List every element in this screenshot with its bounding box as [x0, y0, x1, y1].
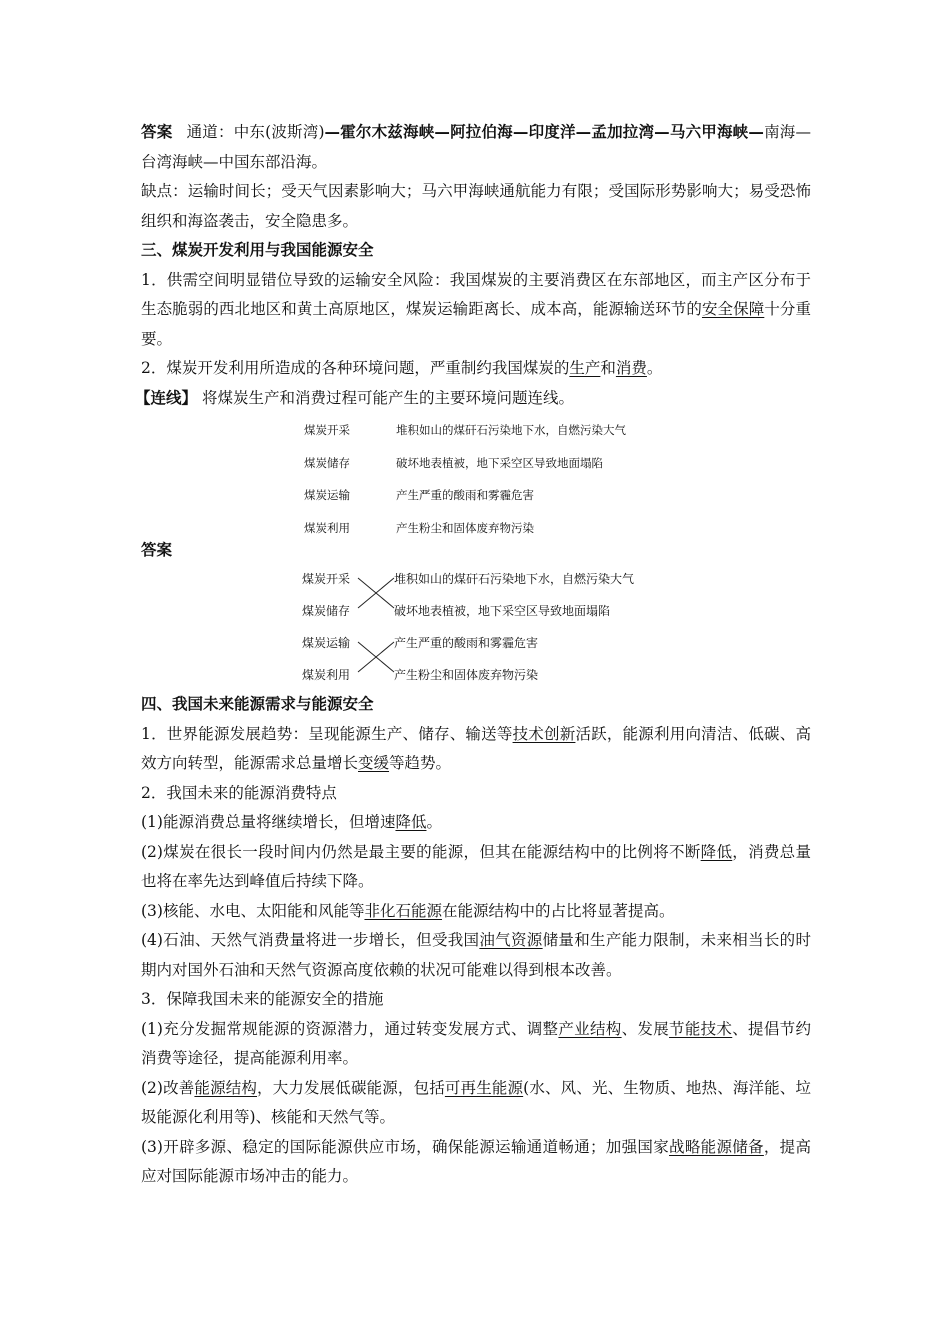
section3-item2: [141, 354, 811, 384]
s4-p7: 3．保障我国未来的能源安全的措施: [141, 990, 384, 1008]
s4-p8-u1: 产业结构: [558, 1019, 622, 1038]
s4-p3-b: 。: [426, 813, 442, 831]
s4-p1-u2: 变缓: [358, 754, 390, 772]
link-tag: 【连线】: [135, 388, 198, 407]
answer-right-3: 产生严重的酸雨和雾霾危害: [394, 636, 539, 650]
s4-p6-u: 油气资源: [479, 931, 543, 949]
s4-p9-c: (水、风、光、生物质、地热、海洋能、垃圾能源化利用等)、核能和天然气等。: [141, 1078, 811, 1126]
s4-p10-b: ，提高应对国际能源市场冲击的能力。: [141, 1137, 811, 1185]
section3-item1: [141, 266, 811, 355]
s4-p8-a: (1)充分发掘常规能源的资源潜力，通过转变发展方式、调整: [141, 1019, 559, 1038]
item1-text-b: 十分重要。: [141, 300, 811, 348]
s4-p5-u: 非化石能源: [364, 901, 442, 920]
pair-row-4: [304, 512, 626, 545]
item1-text-a: 1．供需空间明显错位导致的运输安全风险：我国煤炭的主要消费区在东部地区，而主产区分布于生态脆弱的西北地区和黄土高原地区，煤炭运输距离长、成本高，能源输送环节的: [141, 270, 811, 318]
s4-p9: [141, 1074, 811, 1133]
s4-p10-u: 战略能源储备: [669, 1137, 764, 1156]
answer1-drawback: 缺点：运输时间长；受天气因素影响大；马六甲海峡通航能力有限；受国际形势影响大；易受恐怖组织和海盗袭击，安全隐患多。: [141, 182, 811, 230]
pair-row-2: [304, 447, 626, 480]
item2-text-a: 2．煤炭开发利用所造成的各种环境问题，严重制约我国煤炭的: [141, 359, 570, 377]
answer1-line1a: 通道：中东(波斯湾): [186, 123, 325, 141]
matching-question: [304, 414, 626, 544]
right-item-4: 产生粉尘和固体废弃物污染: [396, 520, 534, 535]
s4-p1-u1: 技术创新: [512, 724, 576, 743]
right-item-1: 堆积如山的煤矸石污染地下水，自燃污染大气: [396, 423, 626, 438]
s4-p5: [141, 897, 811, 927]
s4-p9-u2: 可再生能源: [444, 1078, 524, 1097]
left-item-3: 煤炭运输: [304, 488, 350, 503]
item2-and: 和: [600, 359, 616, 377]
answer-left-4: 煤炭利用: [302, 668, 351, 682]
answer-left-3: 煤炭运输: [302, 636, 351, 650]
s4-p4-u: 降低: [700, 842, 733, 861]
s4-p1-b: 活跃，能源利用向清洁、低碳、高效方向转型，能源需求总量增长: [141, 724, 811, 772]
s4-p3-a: (1)能源消费总量将继续增长，但增速: [141, 813, 396, 831]
s4-p9-b: ，大力发展低碳能源，包括: [257, 1078, 445, 1097]
item2-end: 。: [646, 359, 663, 377]
s4-p1-a: 1．世界能源发展趋势：呈现能源生产、储存、输送等: [141, 724, 513, 743]
matching-answer: [302, 566, 662, 688]
answer-left-2: 煤炭储存: [302, 604, 351, 618]
pair-row-3: [304, 479, 626, 512]
s4-p6: [141, 926, 811, 985]
right-item-2: 破坏地表植被，地下采空区导致地面塌陷: [396, 455, 603, 470]
s4-p3-u: 降低: [395, 813, 427, 831]
s4-p6-a: (4)石油、天然气消费量将进一步增长，但受我国: [141, 931, 480, 949]
s4-p6-b: 储量和生产能力限制，未来相当长的时期内对国外石油和天然气资源高度依赖的状况可能难以得到根本改善。: [141, 931, 811, 979]
left-item-4: 煤炭利用: [304, 520, 350, 535]
answer1-label: 答案: [141, 123, 173, 141]
answer-right-2: 破坏地表植被，地下采空区导致地面塌陷: [394, 604, 611, 618]
item2-underline-2: 消费: [615, 359, 647, 377]
s4-p8-b: 、发展: [621, 1019, 670, 1038]
link-instruction: [135, 384, 811, 414]
s4-p5-a: (3)核能、水电、太阳能和风能等: [141, 901, 365, 920]
s4-p8: [141, 1015, 811, 1074]
s4-p9-u1: 能源结构: [194, 1078, 258, 1097]
answer-right-4: 产生粉尘和固体废弃物污染: [394, 668, 539, 682]
s4-p3: [141, 808, 811, 838]
s4-p1: [141, 720, 811, 779]
s4-p5-b: 在能源结构中的占比将显著提高。: [441, 901, 675, 920]
matching-answer-label: 答案: [141, 541, 173, 559]
left-item-2: 煤炭储存: [304, 455, 350, 470]
item2-underline-1: 生产: [569, 359, 601, 377]
s4-p8-u2: 节能技术: [669, 1019, 733, 1038]
section3-title: 三、煤炭开发利用与我国能源安全: [141, 241, 374, 259]
left-item-1: 煤炭开采: [304, 423, 350, 438]
s4-p4-a: (2)煤炭在很长一段时间内仍然是最主要的能源，但其在能源结构中的比例将不断: [141, 842, 701, 861]
answer1-line2: 南海—台湾海峡—中国东部沿海。: [141, 123, 811, 171]
right-item-3: 产生严重的酸雨和雾霾危害: [396, 488, 534, 503]
link-text: 将煤炭生产和消费过程可能产生的主要环境问题连线。: [201, 388, 574, 407]
answer1-para: [141, 118, 811, 177]
item1-underline: 安全保障: [701, 300, 765, 318]
answer-right-1: 堆积如山的煤矸石污染地下水，自燃污染大气: [394, 572, 635, 586]
s4-p4-b: ，消费总量也将在率先达到峰值后持续下降。: [141, 842, 811, 890]
section4-title: 四、我国未来能源需求与能源安全: [141, 695, 374, 713]
pair-row-1: [304, 414, 626, 447]
upper-content: [135, 118, 811, 413]
section4: [141, 690, 811, 1192]
s4-p10-a: (3)开辟多源、稳定的国际能源供应市场，确保能源运输通道畅通；加强国家: [141, 1137, 670, 1156]
s4-p1-c: 等趋势。: [389, 754, 452, 772]
s4-p10: [141, 1133, 811, 1192]
answer-left-1: 煤炭开采: [302, 572, 351, 586]
s4-p8-c: 、提倡节约消费等途径，提高能源利用率。: [141, 1019, 811, 1067]
s4-p2: 2．我国未来的能源消费特点: [141, 783, 337, 802]
answer1-line1b: —霍尔木兹海峡—阿拉伯海—印度洋—孟加拉湾—马六甲海峡—: [324, 123, 764, 141]
s4-p4: [141, 838, 811, 897]
s4-p9-a: (2)改善: [141, 1078, 195, 1097]
